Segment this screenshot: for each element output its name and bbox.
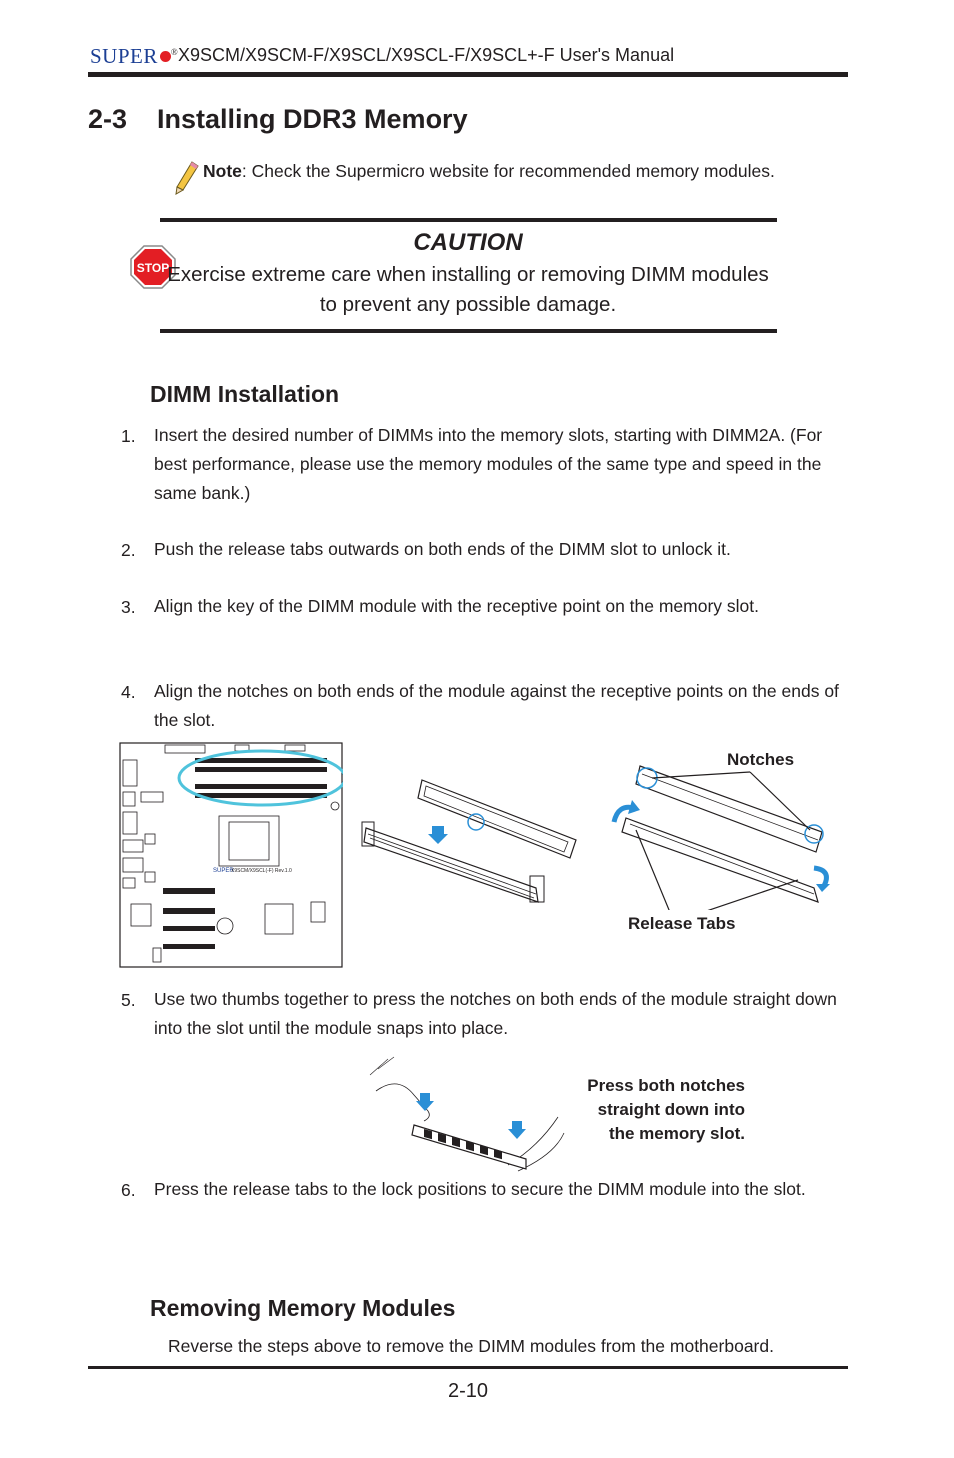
press-notches-diagram (368, 1055, 568, 1175)
press-label-line: Press both notches (587, 1076, 745, 1095)
manual-title: X9SCM/X9SCM-F/X9SCL/X9SCL-F/X9SCL+-F User's Manual (178, 45, 675, 65)
step-number: 5. (121, 990, 136, 1010)
release-tabs-label: Release Tabs (628, 914, 736, 933)
caution-title: CAUTION (413, 229, 523, 256)
board-label: X9SCM/X9SCL(-F) Rev.1.0 (231, 868, 292, 874)
header-rule (88, 72, 848, 77)
pencil-icon (174, 160, 200, 196)
dimm-alignment-diagram (358, 770, 583, 910)
notches-release-tabs-diagram (600, 760, 840, 910)
notches-label: Notches (727, 750, 795, 769)
board-logo-text: SUPER (213, 868, 234, 874)
stop-sign-text: STOP (136, 261, 170, 275)
section-title: 2-3 Installing DDR3 Memory (88, 104, 468, 134)
step-text: Align the notches on both ends of the module against the receptive points on the ends of the slot. (154, 681, 839, 730)
dimm-installation-heading: DIMM Installation (150, 381, 340, 407)
motherboard-diagram (119, 742, 343, 968)
step-number: 1. (121, 426, 136, 446)
step-text: Use two thumbs together to press the notches on both ends of the module straight down into the slot until the module snaps into place. (154, 989, 837, 1038)
note-text: : Check the Supermicro website for recommended memory modules. (241, 161, 775, 181)
step-number: 4. (121, 682, 136, 702)
step-text: Press the release tabs to the lock positions to secure the DIMM module into the slot. (154, 1179, 806, 1199)
press-label-line: the memory slot. (608, 1124, 745, 1143)
note-paragraph (203, 157, 849, 186)
logo-dot-icon (160, 51, 171, 62)
caution-top-rule (160, 218, 777, 222)
caution-bottom-rule (160, 329, 777, 333)
removing-text: Reverse the steps above to remove the DIMM modules from the motherboard. (168, 1336, 774, 1356)
step-text: Push the release tabs outwards on both ends of the DIMM slot to unlock it. (154, 539, 731, 559)
page-number: 2-10 (447, 1380, 489, 1402)
step-text: Align the key of the DIMM module with the receptive point on the memory slot. (154, 596, 760, 616)
footer-rule (88, 1366, 848, 1369)
logo-mark: ® (170, 47, 179, 57)
step-text: Insert the desired number of DIMMs into the memory slots, starting with DIMM2A. (For best performance, please use the memory modules of the same type and speed in the same bank.) (154, 425, 823, 503)
press-label-line: straight down into (597, 1100, 745, 1119)
step-number: 6. (121, 1180, 136, 1200)
logo-text: SUPER (90, 44, 158, 68)
removing-modules-heading: Removing Memory Modules (150, 1295, 456, 1321)
step-number: 2. (121, 540, 136, 560)
press-notches-label (540, 1074, 745, 1146)
caution-text: Exercise extreme care when installing or removing DIMM modules to prevent any possible damage. (167, 263, 769, 316)
supermicro-logo (90, 44, 178, 69)
step-number: 3. (121, 597, 136, 617)
note-label: Note (203, 161, 242, 181)
